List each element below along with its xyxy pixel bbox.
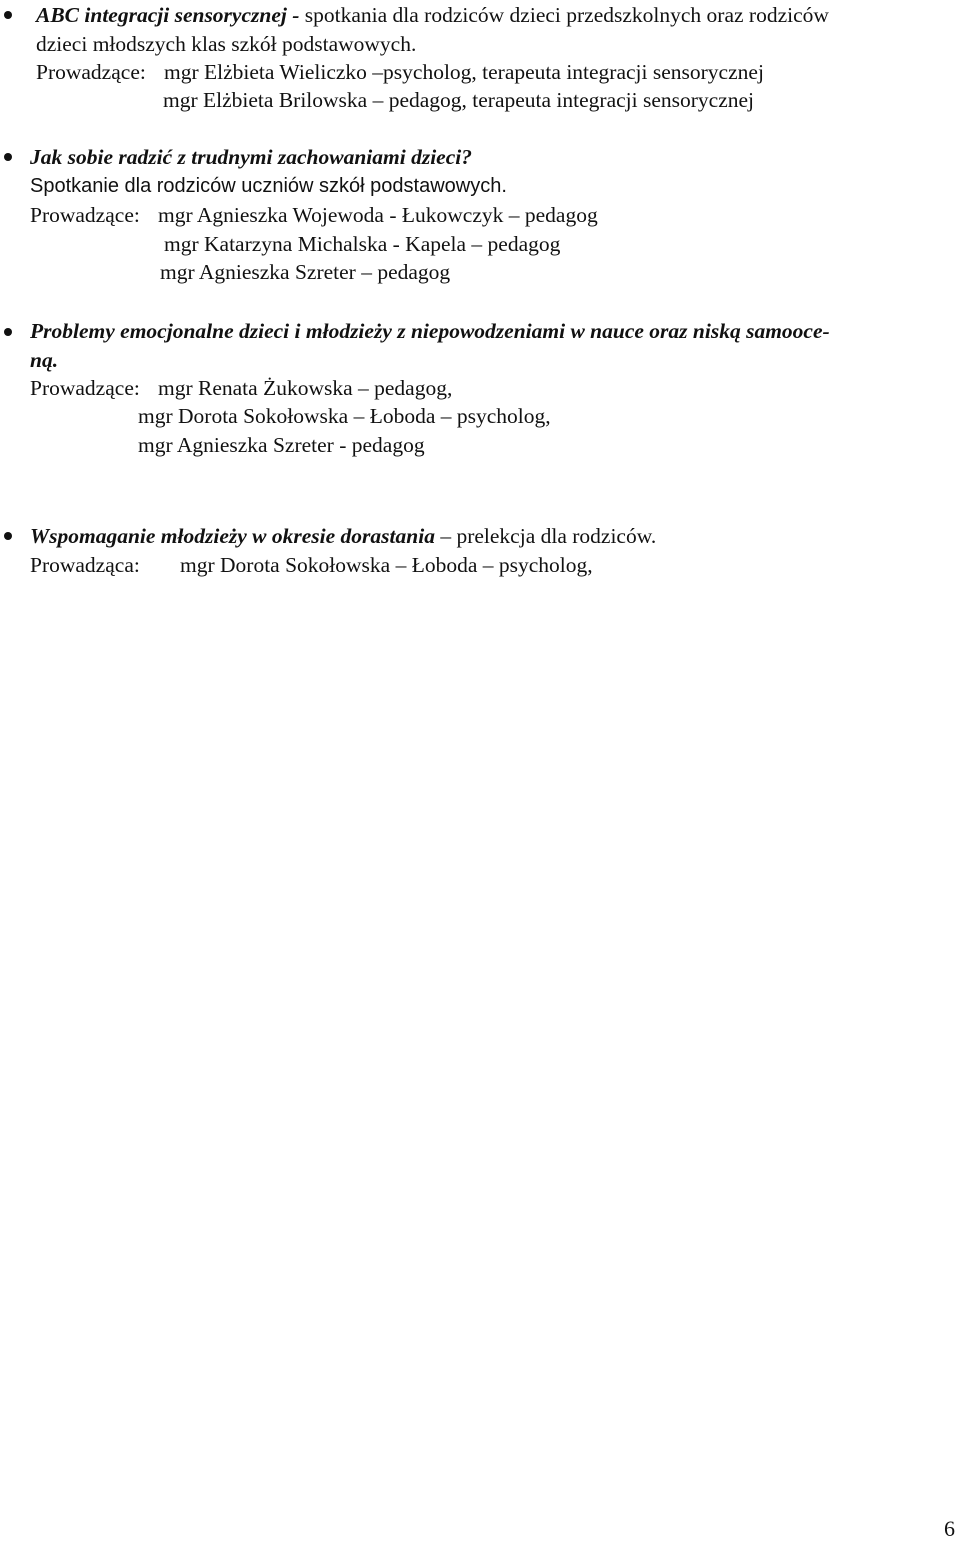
bullet-icon [4,532,12,540]
item-3-leader-3: mgr Agnieszka Szreter - pedagog [138,433,425,457]
bullet-icon [4,11,12,19]
item-3-leader-1: mgr Renata Żukowska – pedagog, [158,376,453,400]
item-2-leader-1: mgr Agnieszka Wojewoda - Łukowczyk – pedagog [158,203,598,227]
item-1-leader-1: mgr Elżbieta Wieliczko –psycholog, terapeuta integracji sensorycznej [164,60,764,84]
item-1-title: ABC integracji sensorycznej - [36,3,300,27]
item-3-title-line-2: ną. [30,348,59,372]
item-2-leaders-label: Prowadzące: [30,203,140,227]
item-3-leaders-label: Prowadzące: [30,376,140,400]
item-3-leader-2: mgr Dorota Sokołowska – Łoboda – psycholog, [138,404,551,428]
item-2-subtitle: Spotkanie dla rodziców uczniów szkół podstawowych. [30,175,507,197]
item-4-desc: – prelekcja dla rodziców. [440,524,657,548]
item-1-line-1 [36,5,829,27]
item-4-title: Wspomaganie młodzieży w okresie dorastania [30,524,435,548]
page-number: 6 [944,1516,955,1541]
item-3-title-line-1: Problemy emocjonalne dzieci i młodzieży z niepowodzeniami w nauce oraz niską samooce- [30,319,830,343]
item-1-leaders-label: Prowadzące: [36,60,146,84]
bullet-icon [4,153,12,161]
item-1-leader-2: mgr Elżbieta Brilowska – pedagog, terapeuta integracji sensorycznej [163,88,755,112]
item-2-title: Jak sobie radzić z trudnymi zachowaniami dzieci? [30,145,472,169]
item-4-line-1 [30,526,656,548]
item-4-leader-1: mgr Dorota Sokołowska – Łoboda – psycholog, [180,553,593,577]
item-4-leaders-label: Prowadząca: [30,553,140,577]
bullet-icon [4,328,12,336]
item-1-intro: spotkania dla rodziców dzieci przedszkolnych oraz rodziców [304,3,829,27]
item-1-intro-cont: dzieci młodszych klas szkół podstawowych. [36,32,417,56]
item-2-leader-2: mgr Katarzyna Michalska - Kapela – pedagog [164,232,561,256]
item-2-leader-3: mgr Agnieszka Szreter – pedagog [160,260,451,284]
